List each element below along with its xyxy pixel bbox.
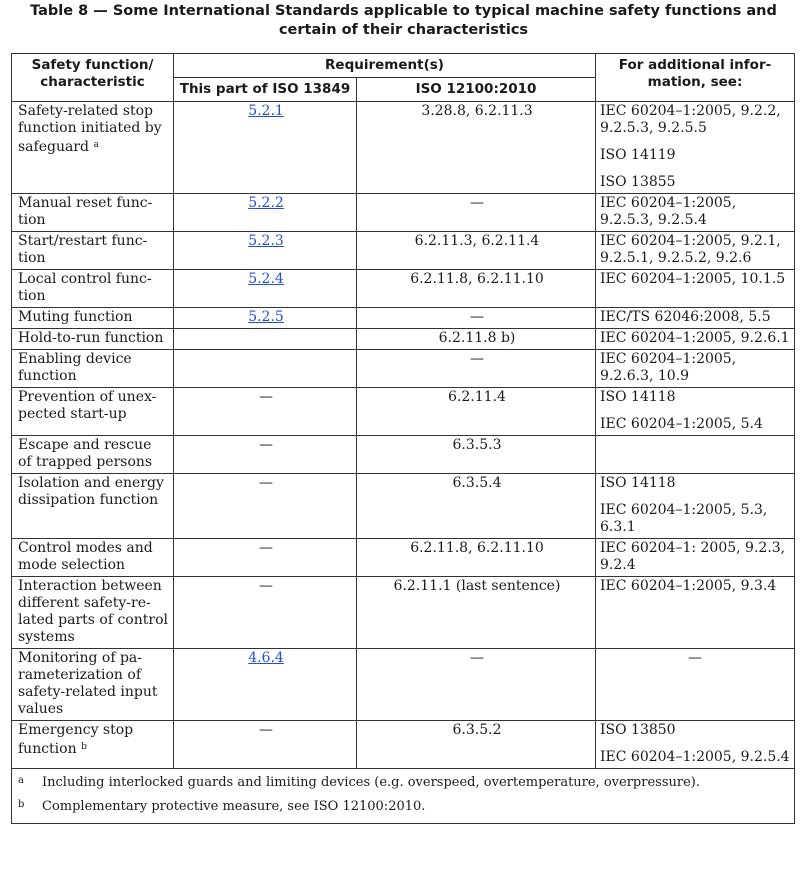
reference-standard: IEC 60204–1:2005, 5.4 — [600, 416, 763, 432]
additional-info-cell — [596, 577, 795, 649]
header-safety-function: Safety function/ characteristic — [12, 54, 174, 102]
clause-value: — — [259, 578, 273, 594]
clause-link[interactable]: 5.2.2 — [248, 195, 284, 211]
iso-13849-cell — [174, 721, 357, 769]
safety-function-label: Monitoring of pa- rameterization of safety-related input values — [18, 650, 158, 717]
safety-function-cell — [12, 649, 174, 721]
additional-info-cell — [596, 388, 795, 436]
additional-info-cell — [596, 329, 795, 350]
clause-value: — — [259, 437, 273, 453]
safety-function-cell — [12, 329, 174, 350]
clause-value: 3.28.8, 6.2.11.3 — [421, 103, 533, 119]
table-row — [12, 232, 795, 270]
table-row — [12, 308, 795, 329]
additional-info-cell — [596, 270, 795, 308]
safety-function-cell — [12, 270, 174, 308]
iso-12100-cell — [357, 436, 596, 474]
footnote-text: Complementary protective measure, see ISO 12100:2010. — [42, 799, 426, 814]
safety-function-cell — [12, 102, 174, 194]
safety-function-label: Control modes and mode selection — [18, 540, 153, 573]
additional-info-cell — [596, 194, 795, 232]
table-title-line-1: Table 8 — Some International Standards applicable to typical machine safety functions and — [30, 3, 777, 19]
iso-12100-cell — [357, 388, 596, 436]
footnote-text: Including interlocked guards and limiting devices (e.g. overspeed, overtemperature, overpressure). — [42, 775, 700, 790]
reference-standard: IEC 60204–1:2005, 9.3.4 — [600, 578, 777, 594]
clause-value: 6.3.5.2 — [452, 722, 502, 738]
table-title-line-2: certain of their characteristics — [278, 22, 529, 38]
iso-12100-cell — [357, 577, 596, 649]
iso-13849-cell — [174, 577, 357, 649]
additional-info-cell — [596, 308, 795, 329]
clause-value: 6.2.11.1 (last sentence) — [393, 578, 561, 594]
safety-function-label: Hold-to-run function — [18, 330, 164, 346]
iso-12100-cell — [357, 232, 596, 270]
iso-12100-cell — [357, 270, 596, 308]
safety-function-label: Start/restart func- tion — [18, 233, 148, 266]
additional-info-cell — [596, 436, 795, 474]
reference-standard: IEC 60204–1:2005, 9.2.6.1 — [600, 330, 790, 346]
table-row — [12, 102, 795, 194]
safety-function-label: Prevention of unex- pected start-up — [18, 389, 157, 422]
footnote-marker: a — [93, 140, 99, 150]
iso-12100-cell — [357, 350, 596, 388]
table-row — [12, 388, 795, 436]
safety-function-label: Manual reset func- tion — [18, 195, 153, 228]
clause-value: — — [470, 351, 484, 367]
reference-standard: IEC/TS 62046:2008, 5.5 — [600, 309, 771, 325]
clause-link[interactable]: 5.2.1 — [248, 103, 284, 119]
clause-value: — — [259, 389, 273, 405]
reference-standard: IEC 60204–1:2005, 10.1.5 — [600, 271, 786, 287]
clause-value: — — [259, 722, 273, 738]
table-body — [12, 102, 795, 769]
header-iso-12100: ISO 12100:2010 — [357, 78, 596, 102]
iso-12100-cell — [357, 329, 596, 350]
table-row — [12, 539, 795, 577]
safety-function-label: Safety-related stop function initiated by safeguard — [18, 103, 162, 155]
safety-function-label: Muting function — [18, 309, 133, 325]
iso-12100-cell — [357, 539, 596, 577]
table-row — [12, 721, 795, 769]
safety-function-cell — [12, 577, 174, 649]
safety-function-cell — [12, 350, 174, 388]
table-row — [12, 194, 795, 232]
safety-function-cell — [12, 232, 174, 270]
clause-value: 6.3.5.4 — [452, 475, 502, 491]
iso-13849-cell — [174, 436, 357, 474]
additional-info-cell — [596, 232, 795, 270]
clause-value: 6.3.5.3 — [452, 437, 502, 453]
clause-link[interactable]: 5.2.4 — [248, 271, 284, 287]
reference-standard: ISO 13850 — [600, 722, 676, 738]
footnotes-row — [12, 769, 795, 824]
reference-standard: — — [688, 650, 702, 666]
safety-function-cell — [12, 436, 174, 474]
clause-value: — — [259, 540, 273, 556]
clause-value: 6.2.11.4 — [448, 389, 506, 405]
footnote-key: a — [18, 775, 24, 786]
safety-function-label: Isolation and energy dissipation function — [18, 475, 164, 508]
clause-value: — — [470, 195, 484, 211]
clause-link[interactable]: 4.6.4 — [248, 650, 284, 666]
table-row — [12, 350, 795, 388]
footnote — [18, 773, 790, 791]
iso-13849-cell — [174, 649, 357, 721]
safety-function-label: Escape and rescue of trapped persons — [18, 437, 153, 470]
additional-info-cell — [596, 474, 795, 539]
clause-value: 6.2.11.8, 6.2.11.10 — [410, 271, 544, 287]
safety-function-label: Interaction between different safety-re- lated parts of control systems — [18, 578, 168, 645]
iso-12100-cell — [357, 721, 596, 769]
reference-standard: IEC 60204–1:2005, 9.2.5.3, 9.2.5.4 — [600, 195, 737, 228]
safety-function-label: Enabling device function — [18, 351, 132, 384]
clause-value: — — [470, 650, 484, 666]
safety-function-cell — [12, 308, 174, 329]
header-additional-info: For additional infor- mation, see: — [596, 54, 795, 102]
safety-function-cell — [12, 388, 174, 436]
header-requirements: Requirement(s) — [174, 54, 596, 78]
reference-standard: IEC 60204–1:2005, 9.2.5.4 — [600, 749, 790, 765]
clause-value: 6.2.11.3, 6.2.11.4 — [414, 233, 540, 249]
iso-13849-cell — [174, 329, 357, 350]
iso-13849-cell — [174, 102, 357, 194]
additional-info-cell — [596, 721, 795, 769]
iso-12100-cell — [357, 474, 596, 539]
iso-13849-cell — [174, 474, 357, 539]
footnotes — [12, 769, 795, 824]
header-iso-13849: This part of ISO 13849 — [174, 78, 357, 102]
reference-standard: ISO 14118 — [600, 475, 676, 491]
clause-link[interactable]: 5.2.5 — [248, 309, 284, 325]
iso-13849-cell — [174, 308, 357, 329]
clause-value: 6.2.11.8 b) — [438, 330, 516, 346]
reference-standard: ISO 13855 — [600, 174, 676, 190]
safety-function-label: Emergency stop function — [18, 722, 134, 757]
safety-function-cell — [12, 474, 174, 539]
reference-standard: IEC 60204–1: 2005, 9.2.3, 9.2.4 — [600, 540, 786, 573]
footnote-key: b — [18, 799, 25, 810]
footnote — [18, 797, 790, 815]
table-row — [12, 270, 795, 308]
iso-12100-cell — [357, 194, 596, 232]
reference-standard: IEC 60204–1:2005, 5.3, 6.3.1 — [600, 502, 768, 535]
table-row — [12, 474, 795, 539]
safety-function-cell — [12, 539, 174, 577]
safety-function-cell — [12, 194, 174, 232]
reference-standard: IEC 60204–1:2005, 9.2.2, 9.2.5.3, 9.2.5.5 — [600, 103, 781, 136]
iso-12100-cell — [357, 102, 596, 194]
table-row — [12, 329, 795, 350]
reference-standard: IEC 60204–1:2005, 9.2.6.3, 10.9 — [600, 351, 737, 384]
table-row — [12, 649, 795, 721]
additional-info-cell — [596, 350, 795, 388]
reference-standard: ISO 14118 — [600, 389, 676, 405]
clause-value: — — [470, 309, 484, 325]
header-row-1 — [12, 54, 795, 78]
iso-12100-cell — [357, 649, 596, 721]
clause-value: — — [259, 475, 273, 491]
clause-value: 6.2.11.8, 6.2.11.10 — [410, 540, 544, 556]
additional-info-cell — [596, 102, 795, 194]
table-row — [12, 577, 795, 649]
iso-13849-cell — [174, 388, 357, 436]
iso-12100-cell — [357, 308, 596, 329]
safety-function-label: Local control func- tion — [18, 271, 152, 304]
footnote-marker: b — [81, 742, 87, 752]
iso-13849-cell — [174, 350, 357, 388]
iso-13849-cell — [174, 270, 357, 308]
iso-13849-cell — [174, 194, 357, 232]
additional-info-cell — [596, 649, 795, 721]
additional-info-cell — [596, 539, 795, 577]
safety-function-cell — [12, 721, 174, 769]
table-row — [12, 436, 795, 474]
reference-standard: ISO 14119 — [600, 147, 676, 163]
clause-link[interactable]: 5.2.3 — [248, 233, 284, 249]
standards-table — [11, 53, 795, 824]
table-title — [0, 2, 807, 40]
iso-13849-cell — [174, 232, 357, 270]
reference-standard: IEC 60204–1:2005, 9.2.1, 9.2.5.1, 9.2.5.2, 9.2.6 — [600, 233, 781, 266]
iso-13849-cell — [174, 539, 357, 577]
